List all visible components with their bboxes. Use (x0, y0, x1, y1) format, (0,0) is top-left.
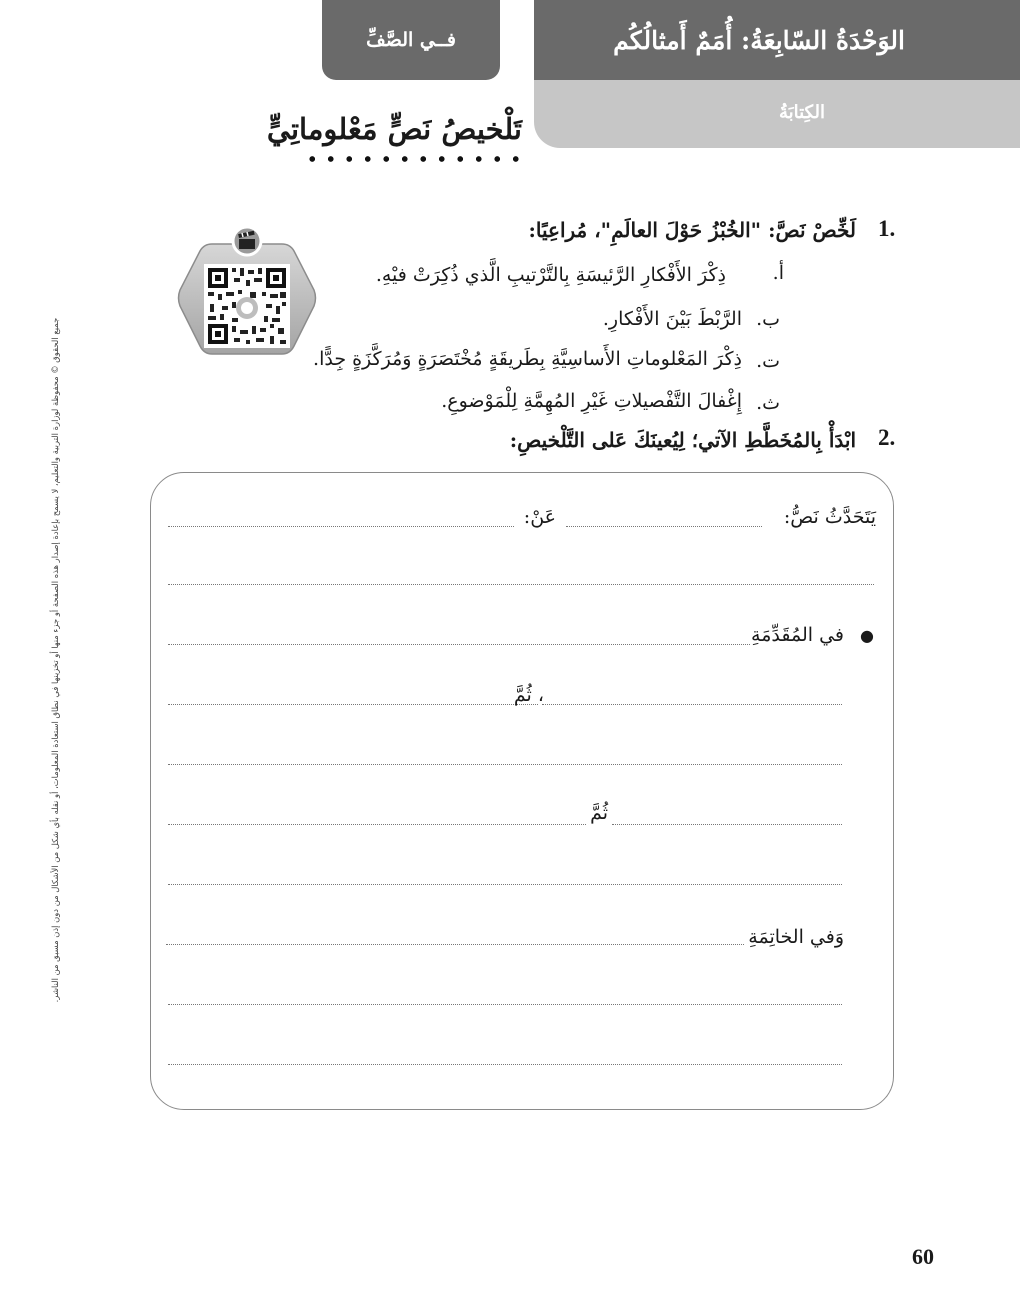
question-1-number: 1. (878, 216, 896, 241)
intro-blank[interactable] (168, 644, 750, 645)
question-1-text: لَخِّصْ نَصَّ: "الخُبْزُ حَوْلَ العالَمِ"، مُراعِيًا: (528, 218, 856, 242)
qr-code-badge[interactable] (176, 224, 318, 372)
then-label: ثُمَّ (590, 802, 608, 824)
question-2-number: 2. (878, 425, 896, 450)
question-2-text: ابْدَأْ بِالمُخَطَّطِ الآتي؛ لِيُعينَكَ عَلى التَّلْخيصِ: (509, 428, 856, 452)
outline-frame (150, 472, 894, 1110)
clapperboard-icon (233, 227, 261, 255)
then-blank-right[interactable] (612, 824, 842, 825)
section-label: الكِتابَةُ (778, 102, 825, 123)
unit-title-bar (534, 0, 1020, 80)
item-text: إِغْفالَ التَّفْصيلاتِ غَيْرِ المُهِمَّةِ لِلْمَوْضوعِ. (441, 390, 742, 412)
intro-label: في المُقَدِّمَةِ (751, 624, 844, 646)
then-comma-label: ، ثُمَّ (513, 684, 544, 706)
about-label: عَنْ: (523, 506, 556, 528)
item-text: ذِكْرَ المَعْلوماتِ الأَساسِيَّةِ بِطَريقَةٍ مُخْتَصَرَةٍ وَمُرَكَّزَةٍ جِدًّا. (313, 348, 742, 370)
lesson-title: تَلْخيصُ نَصٍّ مَعْلوماتِيٍّ (266, 112, 522, 146)
item-letter: ت. (756, 350, 780, 372)
item-letter: ث. (756, 392, 780, 414)
class-tab-label: فــي الصَّفِّ (366, 29, 456, 51)
page-number: 60 (912, 1244, 934, 1269)
summary-line[interactable] (168, 584, 874, 585)
bullet-icon: ● (860, 626, 874, 645)
then-blank-left[interactable] (168, 824, 586, 825)
then-blank-right[interactable] (542, 704, 842, 705)
summary-line[interactable] (168, 1064, 842, 1065)
item-text: ذِكْرَ الأَفْكارِ الرَّئيسَةِ بِالتَّرْتيبِ الَّذي ذُكِرَتْ فيْهِ. (375, 264, 726, 286)
summary-line[interactable] (168, 1004, 842, 1005)
topic-blank[interactable] (168, 526, 514, 527)
item-text: الرَّبْطَ بَيْنَ الأَفْكارِ. (602, 308, 742, 330)
title-dotted-underline (303, 152, 525, 166)
conclusion-label: وَفي الخاتِمَةِ (748, 926, 844, 948)
copyright-note: جميع الحقوق © محفوظة لوزارة التربية والتعليم، لا يسمح بإعادة إصدار هذه الصفحة أو جزء منها أو تخزينها في نطاق استعادة المعلومات، أو نقله بأي شكل من الأشكال من دون إذن مسبق من الناشر. (50, 317, 60, 1003)
qr-code (204, 264, 290, 348)
then-blank-left[interactable] (168, 704, 538, 705)
text-name-blank[interactable] (566, 526, 762, 527)
class-tab (322, 0, 500, 80)
item-letter: أ. (772, 262, 784, 284)
unit-title: الوَحْدَةُ السّابِعَةُ: أُمَمٌ أَمثالُكُم (613, 25, 905, 55)
section-bar (534, 80, 1020, 148)
item-letter: ب. (756, 308, 780, 330)
summary-line[interactable] (168, 764, 842, 765)
text-talks-label: يَتَحَدَّثُ نَصُّ: (783, 506, 876, 528)
summary-line[interactable] (168, 884, 842, 885)
conclusion-blank[interactable] (166, 944, 744, 945)
